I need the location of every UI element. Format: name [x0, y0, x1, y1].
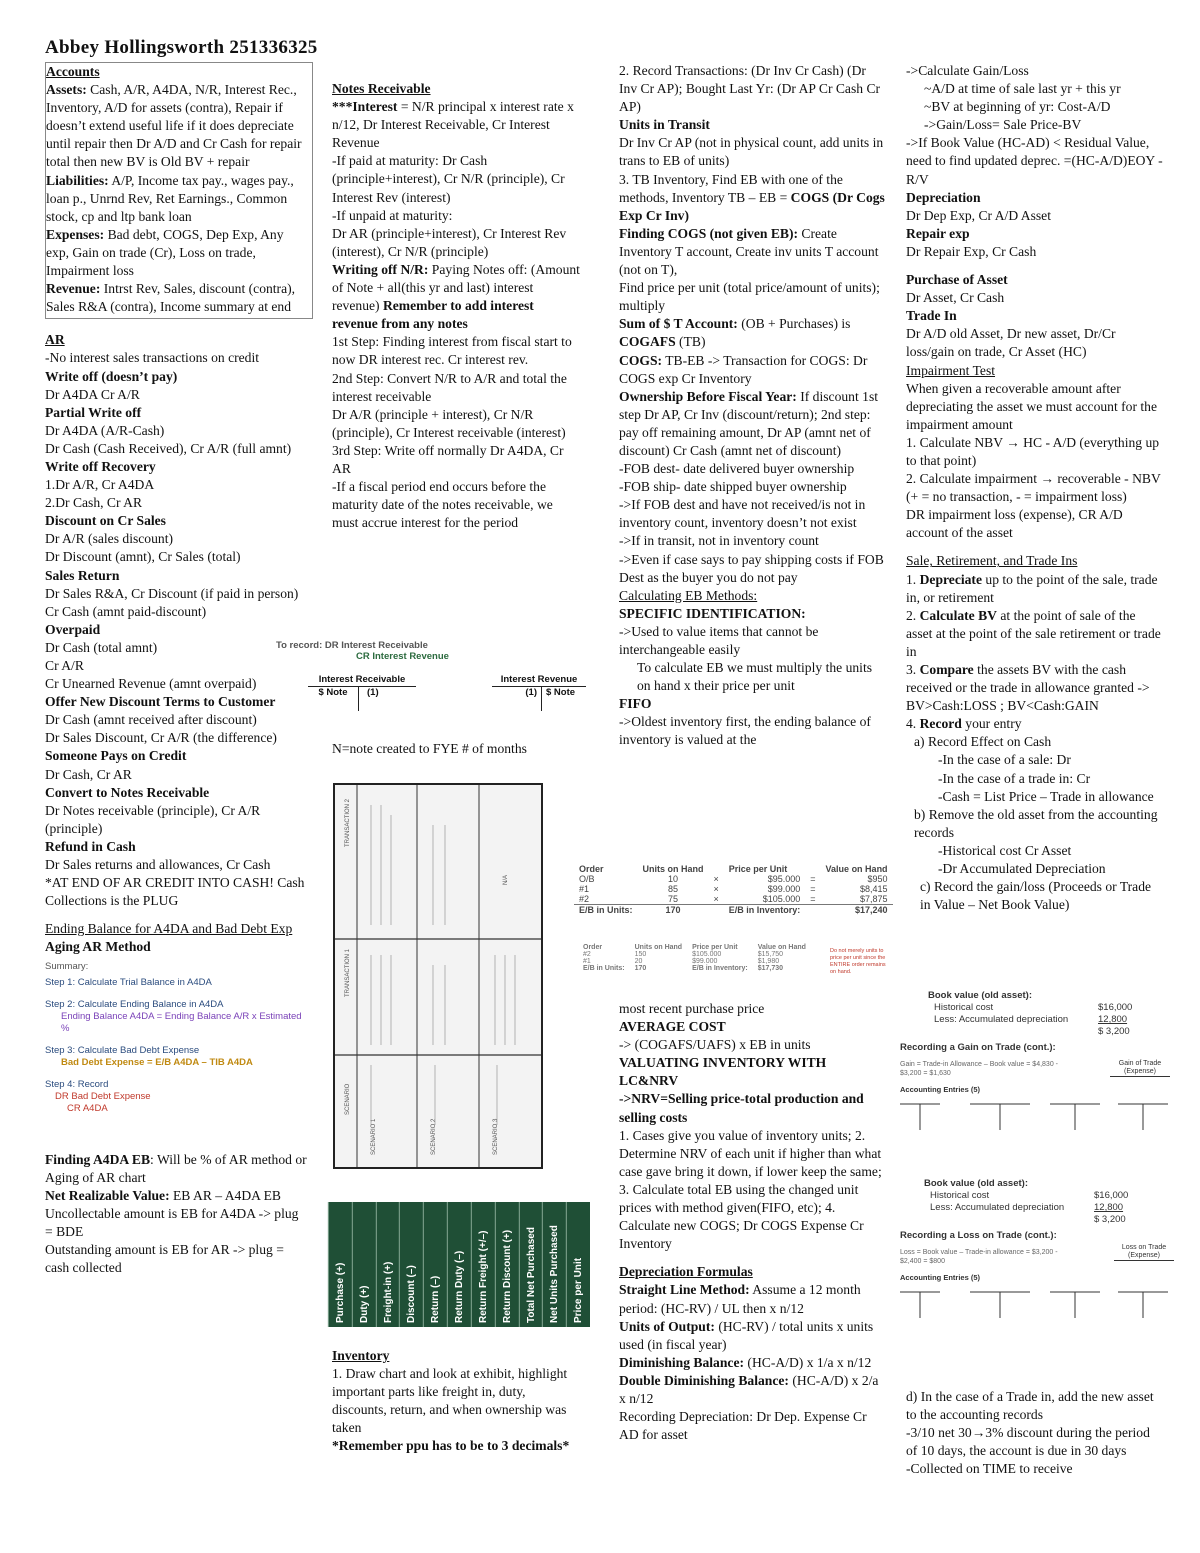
collected-note: -Collected on TIME to receive: [906, 1461, 1073, 1477]
recovery-text-1: 1.Dr A/R, Cr A4DA: [45, 477, 155, 493]
purchase-chart-header: [328, 1202, 590, 1327]
col-freight-in: Freight-in (+): [376, 1202, 400, 1327]
scan-label-scenario-3: SCENARIO 3: [493, 1118, 499, 1155]
nr-step-3: 3rd Step: Write off normally Dr A4DA, Cr AR: [332, 442, 564, 476]
specific-text-2: To calculate EB we must multiply the units on hand x their price per unit: [637, 660, 873, 694]
fob-transit-note: ->If in transit, not in inventory count: [619, 533, 819, 549]
impairment-heading: Impairment Test: [906, 362, 996, 378]
refund-heading: Refund in Cash: [45, 838, 136, 854]
recording-dep: Recording Depreciation: Dr Dep. Expense Cr AD for asset: [619, 1409, 867, 1443]
loss-acct-label: Loss on Trade (Expense): [1114, 1244, 1174, 1261]
straight-line: Straight Line Method: Assume a 12 month period: (HC-RV) / UL then x n/12: [619, 1282, 861, 1316]
step-2a: Step 2: Calculate Ending Balance in A4DA: [45, 998, 224, 1010]
step-d: d) In the case of a Trade in, add the new asset to the accounting records: [906, 1389, 1154, 1423]
step-b1: -Historical cost Cr Asset: [938, 842, 1072, 858]
overpaid-text-3: Cr Unearned Revenue (amnt overpaid): [45, 676, 257, 692]
outstanding-line: Outstanding amount is EB for AR -> plug = cash collected: [45, 1241, 284, 1276]
sum-line: Sum of $ T Account: (OB + Purchases) is COGAFS (TB): [619, 316, 851, 350]
nrv-text: 1. Cases give you value of inventory units; 2. Determine NRV of each unit if higher than what case gave bring it down, if lower keep the same; 3. Calculate total EB using the changed unit prices with method given(FIFO, etc); 4. Calculate new COGS; Dr COGS Expense Cr Inventory: [619, 1127, 882, 1252]
step-1: Step 1: Calculate Trial Balance in A4DA: [45, 976, 212, 988]
fifo-heading: FIFO: [619, 696, 652, 712]
unpaid-line-1: -If unpaid at maturity:: [332, 207, 453, 223]
scan-label-scenario: SCENARIO: [345, 1083, 351, 1115]
t1-h-value: Value on Hand: [825, 864, 888, 874]
interest-t-accounts: [276, 640, 586, 710]
repair-text: Dr Repair Exp, Cr Cash: [906, 243, 1037, 259]
step-a2: -In the case of a trade in: Cr: [938, 770, 1091, 786]
col-return-freight: Return Freight (+/–): [471, 1202, 495, 1327]
purchase-text: Dr Asset, Cr Cash: [906, 290, 1005, 306]
step-a: a) Record Effect on Cash: [914, 734, 1052, 750]
trade-heading: Trade In: [906, 308, 957, 324]
return-heading: Sales Return: [45, 567, 120, 583]
overpaid-text-1: Dr Cash (total amnt): [45, 639, 158, 655]
tb-line: 3. TB Inventory, Find EB with one of the methods, Inventory TB – EB = COGS (Dr Cogs Exp Cr Inv): [619, 171, 885, 223]
someone-heading: Someone Pays on Credit: [45, 748, 187, 764]
step-3a: Step 3: Calculate Bad Debt Expense: [45, 1044, 200, 1056]
inventory-text: 1. Draw chart and look at exhibit, highlight important parts like freight in, duty, discounts, return, and when ownership was taken: [332, 1366, 568, 1436]
col-total-net-purchased: Total Net Purchased: [519, 1202, 543, 1327]
loss-formula: Loss = Book value – Trade-in allowance = $3,200 - $2,400 = $800: [900, 1249, 1058, 1265]
specific-heading: SPECIFIC IDENTIFICATION:: [619, 605, 806, 621]
depreciation-heading: Depreciation: [906, 189, 981, 205]
gain-loss-2: ~A/D at time of sale last yr + this yr: [924, 81, 1121, 97]
specific-text: ->Used to value items that cannot be interchangeable easily: [619, 623, 819, 657]
nrv-line: Net Realizable Value: EB AR – A4DA EB: [45, 1187, 282, 1203]
return-text-1: Dr Sales R&A, Cr Discount (if paid in person): [45, 585, 299, 601]
column-3-lower: [619, 1000, 887, 1444]
someone-text: Dr Cash, Cr AR: [45, 766, 132, 782]
loss-t-accounts: [900, 1284, 1175, 1324]
column-1: [45, 62, 307, 1277]
discount-text-2: Dr Discount (amnt), Cr Sales (total): [45, 549, 241, 565]
recent-line: most recent purchase price: [619, 1001, 765, 1016]
ar-heading: AR: [45, 332, 65, 348]
inventory-heading: Inventory: [332, 1348, 390, 1363]
finding-line: Finding A4DA EB: Will be % of AR method or Aging of AR chart: [45, 1151, 307, 1185]
bv2-title: Book value (old asset):: [924, 1178, 1028, 1189]
transaction-scenario-table: [333, 783, 543, 1169]
col-return: Return (–): [423, 1202, 447, 1327]
fifo-table-2-note: Do not merely units to price per unit since the ENTIRE order remains on hand.: [830, 948, 886, 975]
avg-text: -> (COGAFS/UAFS) x EB in units: [619, 1037, 811, 1053]
offer-text-1: Dr Cash (amnt received after discount): [45, 712, 257, 728]
loss-title: Recording a Loss on Trade (cont.):: [900, 1230, 1057, 1241]
sale-step-1: 1. Depreciate up to the point of the sale, trade in, or retirement: [906, 571, 1158, 605]
gain-loss-5: ->If Book Value (HC-AD) < Residual Value, need to find updated deprec. =(HC-A/D)EOY -R/V: [906, 135, 1163, 187]
writing-off-line: Writing off N/R: Paying Notes off: (Amount of Note + all(this yr and last) interest revenue) Remember to add interest revenue from any notes: [332, 261, 580, 332]
terms-note: -3/10 net 30→3% discount during the period of 10 days, the account is due in 30 days: [906, 1425, 1150, 1459]
cogs-line: COGS: TB-EB -> Transaction for COGS: Dr COGS exp Cr Inventory: [619, 352, 868, 386]
ar-note: -No interest sales transactions on credit: [45, 350, 260, 366]
price-line: Find price per unit (total price/amount of units); multiply: [619, 280, 880, 314]
gain-loss-1: ->Calculate Gain/Loss: [906, 63, 1029, 78]
sale-heading: Sale, Retirement, and Trade Ins: [906, 553, 1078, 569]
units-output: Units of Output: (HC-RV) / total units x units used (in fiscal year): [619, 1318, 874, 1352]
inventory-section: [332, 1347, 582, 1456]
fiscal-note: -If a fiscal period end occurs before the maturity date of the notes receivable, we must accrue interest for the period: [332, 479, 553, 531]
aging-steps: [45, 961, 307, 1115]
column-2: [332, 80, 582, 532]
fifo-text: ->Oldest inventory first, the ending balance of inventory is valued at the: [619, 714, 871, 748]
t-account-receivable: Interest Receivable $ Note (1): [308, 674, 416, 711]
ending-heading: Ending Balance for A4DA and Bad Debt Exp: [45, 921, 293, 937]
page-title: Abbey Hollingsworth 251336325: [45, 37, 318, 58]
nr-step-1: 1st Step: Finding interest from fiscal start to now DR interest rec. Cr interest rev.: [332, 334, 572, 368]
aging-heading: Aging AR Method: [45, 939, 151, 955]
t-account-revenue: Interest Revenue (1) $ Note: [492, 674, 586, 711]
acct-entries-1: Accounting Entries (5): [900, 1085, 981, 1094]
step-4c: CR A4DA: [67, 1102, 108, 1114]
discount-text-1: Dr A/R (sales discount): [45, 531, 173, 547]
acct-entries-2: Accounting Entries (5): [900, 1273, 981, 1282]
finding-cogs-line: Finding COGS (not given EB): Create Inventory T account, Create inv units T account (not on T),: [619, 225, 879, 278]
step-4a: Step 4: Record: [45, 1078, 109, 1090]
col-purchase: Purchase (+): [328, 1202, 352, 1327]
fob-dest: -FOB dest- date delivered buyer ownership: [619, 461, 855, 477]
nrv-heading: ->NRV=Selling price-total production and selling costs: [619, 1091, 864, 1125]
loss-on-trade-graphic: Book value (old asset): Historical cost $16,000 Less: Accumulated depreciation 12,800 $ 3,200 Recording a Loss on Trade (cont.): Loss = Book value – Trade-in allowance = $3,200 - $2,400 = $800 Loss on Trade (Expense) Accounting Entries (5): [900, 1178, 1175, 1378]
paid-line: -If paid at maturity: Dr Cash (principle+interest), Cr N/R (principle), Cr Interest Rev (interest): [332, 153, 565, 205]
offer-text-2: Dr Sales Discount, Cr A/R (the difference): [45, 730, 277, 746]
writeoff-heading: Write off (doesn’t pay): [45, 368, 178, 384]
step-3b: Bad Debt Expense = E/B A4DA – TIB A4DA: [61, 1056, 253, 1068]
col-net-units-purchased: Net Units Purchased: [542, 1202, 566, 1327]
writeoff-text: Dr A4DA Cr A/R: [45, 386, 140, 402]
fifo-table-2: Order Units on Hand Price per Unit Value on Hand #2 150 $105.000 $15,750 #1 20 $99.000 $1,980 E/B in Units: 170 E/B in Inventory: $17,730 Do not merely units to price per unit since the ENTIRE order remains on hand.: [578, 944, 888, 972]
partial-text-1: Dr A4DA (A/R-Cash): [45, 422, 165, 438]
gain-loss-4: ->Gain/Loss= Sale Price-BV: [924, 117, 1082, 133]
gain-formula: Gain = Trade-in Allowance – Book value = $4,830 - $3,200 = $1,630: [900, 1061, 1058, 1077]
scan-label-scenario-2: SCENARIO 2: [431, 1118, 437, 1155]
fob-dest-note: ->If FOB dest and have not received/is not in inventory count, inventory doesn’t not exist: [619, 497, 866, 531]
overpaid-heading: Overpaid: [45, 621, 101, 637]
uncollectable-line: Uncollectable amount is EB for A4DA -> plug = BDE: [45, 1205, 299, 1239]
ownership-line: Ownership Before Fiscal Year: If discount 1st step Dr AP, Cr Inv (discount/return); 2nd step: pay off remaining amount, Dr AP (amnt net of discount) Cr Cash (amnt net of discount): [619, 388, 879, 458]
fob-shipping-note: ->Even if case says to pay shipping costs if FOB Dest as the buyer you do not pay: [619, 551, 884, 585]
scan-label-transaction-2: TRANSACTION 2: [345, 798, 351, 847]
t1-h-price: Price per Unit: [728, 864, 788, 874]
scan-label-scenario-1: SCENARIO 1: [371, 1118, 377, 1155]
fifo-table-1: Order Units on Hand Price per Unit Value on Hand O/B 10 × $95.000 = $950 #1 85 × $99.000 = $8,415 #2 75 × $105.000 = $7,875 E/B in Units: 170 E/B in Inventory: $17,240: [574, 864, 884, 915]
impairment-1: 1. Calculate NBV → HC - A/D (everything up to that point): [906, 434, 1160, 468]
dep-formulas-heading: Depreciation Formulas: [619, 1264, 753, 1280]
scan-label-transaction-1: TRANSACTION 1: [345, 948, 351, 997]
return-text-2: Cr Cash (amnt paid-discount): [45, 603, 207, 619]
col-discount: Discount (–): [399, 1202, 423, 1327]
impairment-2: 2. Calculate impairment → recoverable - NBV (+ = no transaction, - = impairment loss): [906, 471, 1161, 505]
partial-heading: Partial Write off: [45, 404, 142, 420]
nr-step-2: 2nd Step: Convert N/R to A/R and total the interest receivable: [332, 370, 567, 404]
t1-h-order: Order: [579, 864, 604, 874]
liabilities-line: Liabilities: A/P, Income tax pay., wages pay., loan p., Unrnd Rev, Ret Earnings., Common stock, cp and ltp bank loan: [46, 172, 294, 224]
col-return-duty: Return Duty (–): [447, 1202, 471, 1327]
convert-heading: Convert to Notes Receivable: [45, 784, 210, 800]
step-b2: -Dr Accumulated Depreciation: [938, 861, 1106, 877]
cr-interest-line: CR Interest Revenue: [356, 651, 449, 662]
column-4: [906, 62, 1164, 914]
recovery-text-2: 2.Dr Cash, Cr AR: [45, 495, 143, 511]
sale-step-4: 4. Record your entry: [906, 716, 1022, 732]
repair-heading: Repair exp: [906, 225, 970, 241]
n-note: N=note created to FYE # of months: [332, 741, 527, 756]
impairment-3: DR impairment loss (expense), CR A/D account of the asset: [906, 507, 1123, 541]
summary-label: Summary:: [45, 960, 89, 972]
gain-title: Recording a Gain on Trade (cont.):: [900, 1042, 1056, 1053]
expenses-line: Expenses: Bad debt, COGS, Dep Exp, Any exp, Gain on trade (Cr), Loss on trade, Impairment loss: [46, 226, 284, 279]
gain-acct-label: Gain of Trade (Expense): [1110, 1060, 1170, 1077]
trade-text: Dr A/D old Asset, Dr new asset, Dr/Cr loss/gain on trade, Cr Asset (HC): [906, 326, 1116, 360]
column-3: [619, 62, 887, 750]
nr-step-2b: Dr A/R (principle + interest), Cr N/R (principle), Cr Interest receivable (interest): [332, 406, 566, 440]
step-2b: Ending Balance A4DA = Ending Balance A/R x Estimated %: [61, 1010, 302, 1034]
step-b: b) Remove the old asset from the accounting records: [914, 806, 1158, 840]
partial-text-2: Dr Cash (Cash Received), Cr A/R (full amnt): [45, 440, 292, 456]
step-c: c) Record the gain/loss (Proceeds or Trade in Value – Net Book Value): [920, 879, 1152, 913]
convert-text: Dr Notes receivable (principle), Cr A/R (principle): [45, 802, 261, 836]
units-transit-text: Dr Inv Cr AP (not in physical count, add units in trans to EB of units): [619, 135, 884, 169]
discount-heading: Discount on Cr Sales: [45, 513, 166, 529]
step-a1: -In the case of a sale: Dr: [938, 752, 1071, 768]
t1-h-units: Units on Hand: [642, 864, 704, 874]
double-diminishing: Double Diminishing Balance: (HC-A/D) x 2/a x n/12: [619, 1372, 879, 1406]
recovery-heading: Write off Recovery: [45, 458, 156, 474]
scan-label-na: N/A: [503, 874, 509, 885]
bv1-title: Book value (old asset):: [928, 990, 1032, 1001]
refund-text: Dr Sales returns and allowances, Cr Cash: [45, 857, 271, 873]
fob-ship: -FOB ship- date shipped buyer ownership: [619, 479, 847, 495]
overpaid-text-2: Cr A/R: [45, 658, 84, 673]
end-note: *AT END OF AR CREDIT INTO CASH! Cash Collections is the PLUG: [45, 875, 305, 909]
units-transit-heading: Units in Transit: [619, 117, 710, 133]
unpaid-line-2: Dr AR (principle+interest), Cr Interest Rev (interest), Cr N/R (principle): [332, 225, 567, 259]
to-record-line: To record: DR Interest Receivable: [276, 640, 428, 651]
diminishing: Diminishing Balance: (HC-A/D) x 1/a x n/12: [619, 1354, 872, 1370]
offer-heading: Offer New Discount Terms to Customer: [45, 694, 276, 710]
scan-grid: [335, 785, 541, 1167]
col-return-discount: Return Discount (+): [495, 1202, 519, 1327]
column-4-lower: [906, 1388, 1164, 1478]
sale-step-3: 3. Compare the assets BV with the cash received or the trade in allowance granted -> BV>Cash:LOSS ; BV<Cash:GAIN: [906, 662, 1150, 714]
nr-heading: Notes Receivable: [332, 81, 431, 96]
revenue-line: Revenue: Intrst Rev, Sales, discount (contra), Sales R&A (contra), Income summary at end: [46, 281, 296, 315]
inventory-bold: *Remember ppu has to be to 3 decimals*: [332, 1438, 570, 1454]
col-price-per-unit: Price per Unit: [566, 1202, 590, 1327]
gain-loss-3: ~BV at beginning of yr: Cost-A/D: [924, 99, 1111, 115]
gain-on-trade-graphic: Book value (old asset): Historical cost $16,000 Less: Accumulated depreciation 12,800 $ 3,200 Recording a Gain on Trade (cont.): Gain = Trade-in Allowance – Book value = $4,830 - $3,200 = $1,630 Gain of Trade (Expense) Accounting Entries (5): [900, 990, 1175, 1190]
sale-step-2: 2. Calculate BV at the point of sale of the asset at the point of the sale retirement or trade in: [906, 607, 1161, 659]
depreciation-text: Dr Dep Exp, Cr A/D Asset: [906, 207, 1051, 223]
assets-line: Assets: Cash, A/R, A4DA, N/R, Interest Rec., Inventory, A/D for assets (contra), Repair if doesn’t extend useful life if it does depreciate until repair then Dr A/D and Cr Cash for repair total then new BV is Old BV + repair: [46, 82, 302, 170]
step-a3: -Cash = List Price – Trade in allowance: [938, 788, 1154, 804]
avg-heading: AVERAGE COST: [619, 1019, 726, 1035]
impairment-text: When given a recoverable amount after depreciating the asset we must account for the impairment amount: [906, 380, 1158, 432]
accounts-box: [45, 62, 313, 319]
gain-t-accounts: [900, 1096, 1175, 1136]
step-4b: DR Bad Debt Expense: [55, 1090, 151, 1102]
interest-line: ***Interest = N/R principal x interest rate x n/12, Dr Interest Receivable, Cr Interest Revenue: [332, 99, 574, 151]
valuating-heading: VALUATING INVENTORY WITH LC&NRV: [619, 1055, 827, 1089]
record-line: 2. Record Transactions: (Dr Inv Cr Cash) (Dr Inv Cr AP); Bought Last Yr: (Dr AP Cr Cash Cr AP): [619, 63, 881, 115]
accounts-heading: Accounts: [46, 64, 100, 79]
calc-eb-heading: Calculating EB Methods:: [619, 587, 758, 603]
col-duty: Duty (+): [352, 1202, 376, 1327]
purchase-heading: Purchase of Asset: [906, 272, 1008, 288]
